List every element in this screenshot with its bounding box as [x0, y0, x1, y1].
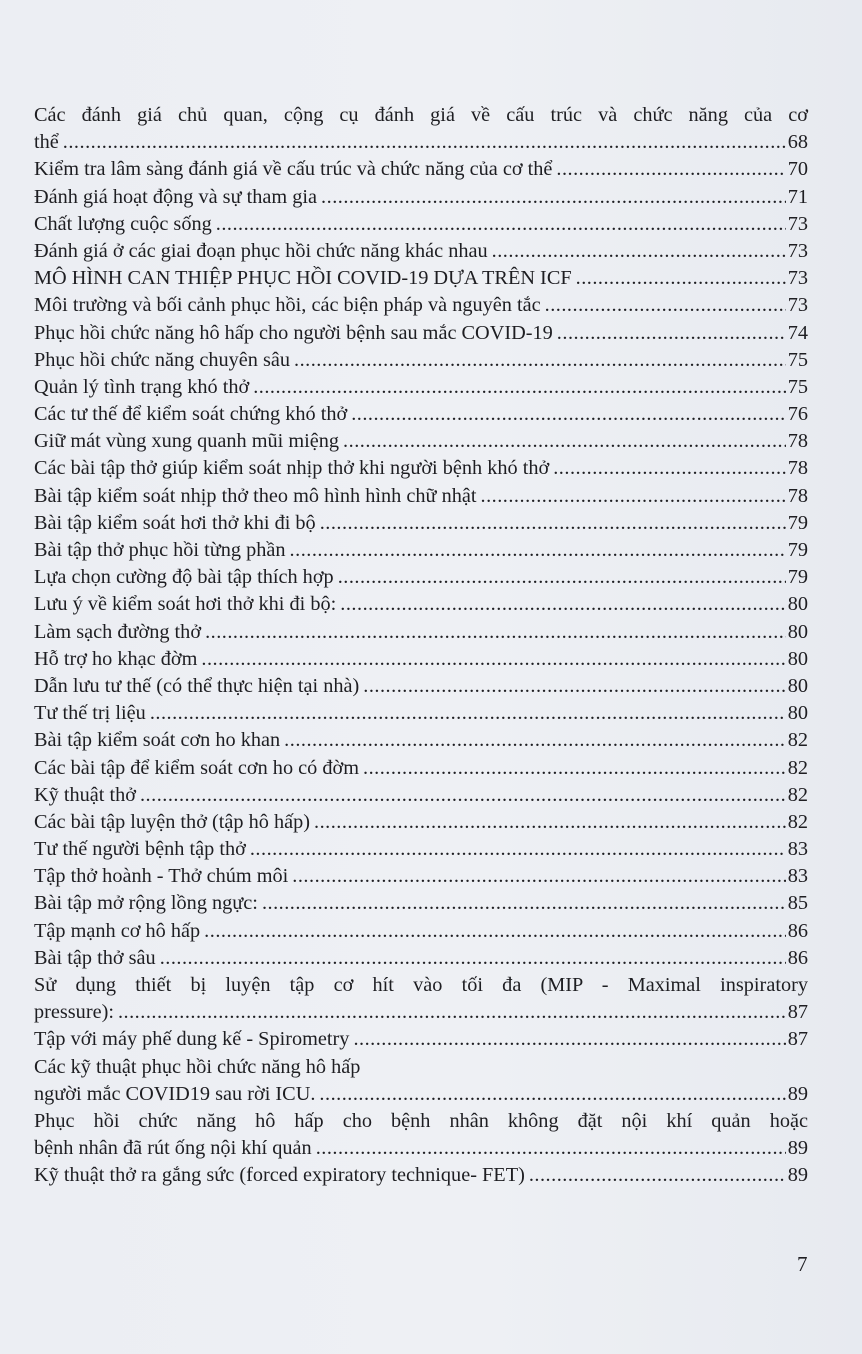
toc-entry-page: 87	[787, 1001, 808, 1024]
toc-entry	[34, 673, 808, 700]
toc-entry-title: Lưu ý về kiểm soát hơi thở khi đi bộ:	[34, 593, 337, 616]
toc-entry-page: 83	[787, 838, 808, 861]
toc-entry	[34, 809, 808, 836]
dot-leader	[340, 591, 785, 618]
toc-entry-page: 75	[787, 375, 808, 398]
toc-entry-page: 79	[787, 539, 808, 561]
dot-leader	[545, 292, 786, 319]
toc-entry	[34, 265, 808, 292]
toc-entry-page: 80	[787, 674, 808, 697]
toc-entry	[34, 945, 808, 972]
toc-entry	[34, 483, 808, 510]
toc-entry-title: người mắc COVID19 sau rời ICU.	[34, 1082, 316, 1105]
toc-entry	[34, 320, 808, 347]
toc-entry	[34, 455, 808, 482]
toc-entry-page: 89	[787, 1164, 808, 1187]
toc-entry	[34, 428, 808, 455]
dot-leader	[319, 1081, 785, 1108]
toc-entry-title: MÔ HÌNH CAN THIỆP PHỤC HỒI COVID-19 DỰA TRÊN ICF	[34, 267, 572, 290]
toc-entry-title: Tập mạnh cơ hô hấp	[34, 919, 201, 942]
toc-entry-title: Các tư thế để kiểm soát chứng khó thở	[34, 403, 348, 426]
toc-entry-title: pressure):	[34, 1001, 114, 1024]
toc-entry-title: Bài tập kiểm soát cơn ho khan	[34, 729, 281, 752]
toc-entry-page: 80	[787, 620, 808, 643]
toc-entry	[34, 564, 808, 591]
toc-entry-title: Môi trường và bối cảnh phục hồi, các biện pháp và nguyên tắc	[34, 294, 541, 317]
toc-entry-page: 80	[787, 647, 808, 670]
toc-entry-page: 74	[787, 321, 808, 344]
toc-entry-title: Kiểm tra lâm sàng đánh giá về cấu trúc và chức năng của cơ thể	[34, 158, 553, 181]
toc-entry-page: 78	[787, 457, 808, 480]
dot-leader	[63, 129, 786, 156]
toc-entry-page: 82	[787, 756, 808, 779]
toc-entry	[34, 700, 808, 727]
toc-entry	[34, 347, 808, 374]
toc-entry-title-line: Các kỹ thuật phục hồi chức năng hô hấp	[34, 1055, 361, 1078]
dot-leader	[250, 836, 786, 863]
dot-leader	[557, 320, 786, 347]
dot-leader	[314, 809, 786, 836]
toc-entry	[34, 184, 808, 211]
toc-entry-title-line: Các đánh giá chủ quan, cộng cụ đánh giá về cấu trúc và chức năng của cơ	[34, 104, 808, 126]
page-number: 7	[797, 1252, 808, 1276]
toc-entry	[34, 292, 808, 319]
toc-entry-page: 86	[787, 919, 808, 942]
toc-entry	[34, 537, 808, 564]
toc-entry-title: Làm sạch đường thở	[34, 620, 202, 643]
dot-leader	[150, 700, 786, 727]
toc-entry	[34, 972, 808, 1026]
toc-entry-page: 79	[787, 511, 808, 534]
dot-leader	[492, 238, 786, 265]
toc-entry	[34, 238, 808, 265]
toc-entry-title: Bài tập thở phục hồi từng phần	[34, 539, 286, 561]
toc-entry	[34, 863, 808, 890]
toc-entry	[34, 727, 808, 754]
toc-entry-page: 86	[787, 946, 808, 969]
dot-leader	[140, 782, 786, 809]
toc-entry-title: Bài tập mở rộng lồng ngực:	[34, 892, 258, 915]
dot-leader	[316, 1135, 786, 1162]
toc-entry-page: 80	[787, 593, 808, 616]
toc-entry-page: 70	[787, 158, 808, 181]
dot-leader	[216, 211, 786, 238]
toc-entry-page: 87	[787, 1028, 808, 1051]
toc-entry	[34, 755, 808, 782]
toc-entry	[34, 890, 808, 917]
dot-leader	[253, 374, 786, 401]
toc-entry-page: 89	[787, 1082, 808, 1105]
toc-entry	[34, 591, 808, 618]
toc-entry-title: Kỹ thuật thở ra gắng sức (forced expiratory technique- FET)	[34, 1164, 525, 1187]
toc-entry-page: 82	[787, 810, 808, 833]
toc-entry	[34, 646, 808, 673]
toc-entry-title: Phục hồi chức năng hô hấp cho người bệnh sau mắc COVID-19	[34, 321, 553, 344]
dot-leader	[353, 1026, 785, 1053]
toc-entry	[34, 619, 808, 646]
toc-entry-title: Bài tập thở sâu	[34, 946, 156, 969]
toc-entry-title: Phục hồi chức năng chuyên sâu	[34, 348, 290, 371]
toc-entry-title: Bài tập kiểm soát nhịp thở theo mô hình hình chữ nhật	[34, 484, 477, 507]
toc-entry	[34, 1162, 808, 1189]
toc-entry-title: Tập thở hoành - Thở chúm môi	[34, 865, 289, 888]
dot-leader	[204, 918, 786, 945]
toc-entry-title: Kỹ thuật thở	[34, 783, 136, 806]
toc-entry-title: Tư thế người bệnh tập thở	[34, 838, 246, 861]
toc-entry-page: 76	[787, 403, 808, 426]
toc-entry	[34, 401, 808, 428]
toc-entry-title: Các bài tập luyện thở (tập hô hấp)	[34, 810, 310, 833]
toc-entry-title: thể	[34, 131, 59, 154]
dot-leader	[338, 564, 786, 591]
dot-leader	[576, 265, 786, 292]
toc-entry-page: 85	[787, 892, 808, 915]
toc-entry	[34, 211, 808, 238]
dot-leader	[290, 537, 786, 564]
toc-entry-title: Đánh giá hoạt động và sự tham gia	[34, 185, 318, 208]
toc-entry-title: Quản lý tình trạng khó thở	[34, 375, 250, 398]
toc-entry-title: Tư thế trị liệu	[34, 702, 146, 725]
toc-entry	[34, 156, 808, 183]
dot-leader	[201, 646, 785, 673]
toc-entry-page: 68	[787, 131, 808, 154]
dot-leader	[556, 156, 785, 183]
toc-entry	[34, 1054, 808, 1108]
toc-entry	[34, 1026, 808, 1053]
dot-leader	[553, 455, 785, 482]
toc-entry-title: Lựa chọn cường độ bài tập thích hợp	[34, 566, 334, 589]
dot-leader	[262, 890, 786, 917]
toc-entry-page: 83	[787, 865, 808, 888]
dot-leader	[284, 727, 786, 754]
toc-entry	[34, 374, 808, 401]
dot-leader	[118, 999, 786, 1026]
toc-entry-page: 75	[787, 348, 808, 371]
toc-entry-title: Các bài tập để kiểm soát cơn ho có đờm	[34, 756, 360, 779]
toc-entry-title-line: Phục hồi chức năng hô hấp cho bệnh nhân không đặt nội khí quản hoặc	[34, 1109, 808, 1132]
toc-entry-page: 80	[787, 702, 808, 725]
dot-leader	[321, 184, 786, 211]
dot-leader	[343, 428, 786, 455]
toc-entry-title: Hỗ trợ ho khạc đờm	[34, 647, 198, 670]
dot-leader	[363, 673, 785, 700]
dot-leader	[160, 945, 786, 972]
toc-entry-title: Chất lượng cuộc sống	[34, 212, 212, 235]
toc-entry-title: Đánh giá ở các giai đoạn phục hồi chức năng khác nhau	[34, 239, 488, 262]
toc-entry	[34, 782, 808, 809]
toc-entry-title: Giữ mát vùng xung quanh mũi miệng	[34, 430, 340, 453]
dot-leader	[320, 510, 786, 537]
dot-leader	[294, 347, 786, 374]
toc-entry-page: 89	[787, 1137, 808, 1160]
toc-entry-title: Tập với máy phế dung kế - Spirometry	[34, 1028, 350, 1051]
dot-leader	[205, 619, 786, 646]
toc-entry-page: 73	[787, 212, 808, 235]
toc-entry-page: 73	[787, 267, 808, 290]
toc-entry-page: 82	[787, 783, 808, 806]
toc-entry-page: 71	[787, 185, 808, 208]
toc-entry-title: Dẫn lưu tư thế (có thể thực hiện tại nhà)	[34, 674, 360, 697]
toc-entry-title-line: Sử dụng thiết bị luyện tập cơ hít vào tối đa (MIP - Maximal inspiratory	[34, 974, 808, 996]
toc-entry	[34, 1108, 808, 1162]
dot-leader	[351, 401, 786, 428]
toc-entry-page: 73	[787, 294, 808, 317]
dot-leader	[292, 863, 785, 890]
toc-entry-page: 79	[787, 566, 808, 589]
toc-entry-title: Bài tập kiểm soát hơi thở khi đi bộ	[34, 511, 316, 534]
toc-entry-page: 78	[787, 484, 808, 507]
toc-entry-page: 73	[787, 239, 808, 262]
toc-entry	[34, 510, 808, 537]
toc-entry	[34, 102, 808, 156]
dot-leader	[529, 1162, 786, 1189]
toc-entry-title: Các bài tập thở giúp kiểm soát nhịp thở khi người bệnh khó thở	[34, 457, 550, 480]
dot-leader	[363, 755, 786, 782]
dot-leader	[481, 483, 786, 510]
toc-entry-title: bệnh nhân đã rút ống nội khí quản	[34, 1137, 312, 1160]
toc-entry	[34, 918, 808, 945]
toc-entry-page: 78	[787, 430, 808, 453]
toc-entry-page: 82	[787, 729, 808, 752]
table-of-contents	[34, 102, 808, 1190]
toc-entry	[34, 836, 808, 863]
